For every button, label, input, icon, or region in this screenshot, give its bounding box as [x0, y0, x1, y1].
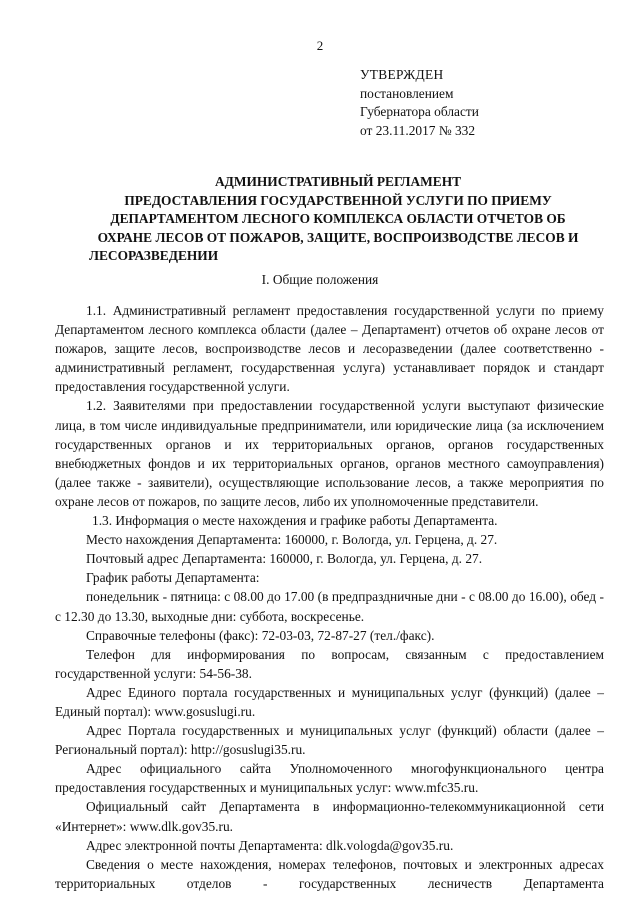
approval-line-approved: УТВЕРЖДЕН	[360, 67, 444, 82]
email-text: Адрес электронной почты Департамента: dlk.vologda@gov35.ru.	[86, 837, 454, 853]
section-heading: I. Общие положения	[261, 272, 379, 287]
title-line: ОХРАНЕ ЛЕСОВ ОТ ПОЖАРОВ, ЗАЩИТЕ, ВОСПРОИЗВОДСТВЕ ЛЕСОВ И	[97, 229, 579, 245]
approval-line-governor: Губернатора области	[360, 104, 479, 119]
approval-line-date: от 23.11.2017 № 332	[360, 122, 476, 138]
title-line: ЛЕСОРАЗВЕДЕНИИ	[89, 248, 219, 263]
document-title	[86, 173, 590, 266]
phones-text: Справочные телефоны (факс): 72-03-03, 72-87-27 (тел./факс).	[86, 627, 435, 643]
title-line: ДЕПАРТАМЕНТОМ ЛЕСНОГО КОМПЛЕКСА ОБЛАСТИ ОТЧЕТОВ ОБ	[110, 211, 566, 226]
paragraph-1-3: 1.3. Информация о месте нахождения и графике работы Департамента.	[92, 513, 498, 529]
schedule-text: понедельник - пятница: с 08.00 до 17.00 (в предпраздничные дни - с 08.00 до 16.00), обед - с 12.30 до 13.30, выходные дни: суббота, воскресенье.	[55, 589, 604, 624]
title-line: АДМИНИСТРАТИВНЫЙ РЕГЛАМЕНТ	[214, 174, 462, 189]
title-line: ПРЕДОСТАВЛЕНИЯ ГОСУДАРСТВЕННОЙ УСЛУГИ ПО ПРИЕМУ	[124, 192, 552, 208]
approval-stamp	[360, 66, 479, 140]
single-portal-text: Адрес Единого портала государственных и муниципальных услуг (функций) (далее – Единый портал): www.gosuslugi.ru.	[55, 684, 604, 719]
page-number: 2	[316, 38, 324, 53]
department-site-text: Официальный сайт Департамента в информационно-телекоммуникационной сети «Интернет»: www.dlk.gov35.ru.	[55, 799, 604, 834]
document-body	[55, 301, 604, 893]
paragraph-1-2: 1.2. Заявителями при предоставлении государственной услуги выступают физические лица, в том числе индивидуальные предприниматели, или юридические лица (за исключением государственных органов и их территориальных органов, органов государственных внебюджетных фондов и их территориальных органов, органов местного самоуправления) (далее также - заявители), осуществляющие использование лесов, а также мероприятия по охране лесов от пожаров, по защите лесов, либо их уполномоченные представители.	[55, 398, 604, 509]
mfc-site-text: Адрес официального сайта Уполномоченного многофункционального центра предоставления государственных и муниципальных услуг: www.mfc35.ru.	[55, 761, 604, 796]
regional-portal-text: Адрес Портала государственных и муниципальных услуг (функций) области (далее – Региональный портал): http://gosuslugi35.ru.	[55, 723, 604, 758]
paragraph-1-1: 1.1. Административный регламент предоставления государственной услуги по приему Департаментом лесного комплекса области (далее – Департамент) отчетов об охране лесов от пожаров, защите лесов, воспроизводстве лесов и лесоразведении (далее соответственно - административный регламент, государственная услуга) устанавливает порядок и стандарт предоставления государственной услуги.	[55, 303, 604, 395]
schedule-title: График работы Департамента:	[86, 570, 260, 586]
postal-address-text: Почтовый адрес Департамента: 160000, г. Вологда, ул. Герцена, д. 27.	[86, 551, 483, 567]
location-text: Место нахождения Департамента: 160000, г. Вологда, ул. Герцена, д. 27.	[86, 532, 498, 548]
info-phone-text: Телефон для информирования по вопросам, связанным с предоставлением государственной услуги: 54-56-38.	[55, 646, 604, 681]
approval-line-resolution: постановлением	[360, 85, 454, 101]
territorial-offices-text: Сведения о месте нахождения, номерах телефонов, почтовых и электронных адресах территориальных отделов - государственных лесничеств Департамента	[55, 856, 604, 891]
